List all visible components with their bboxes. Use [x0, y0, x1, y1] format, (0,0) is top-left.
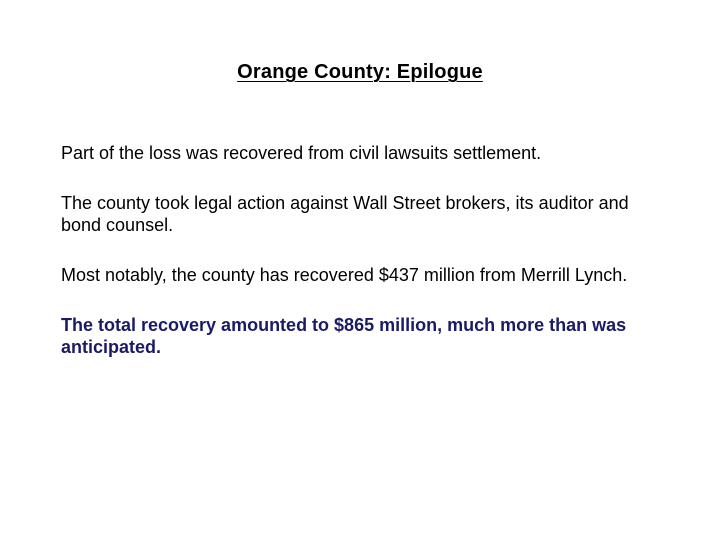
slide-title: Orange County: Epilogue: [237, 61, 483, 83]
slide-body: [61, 142, 671, 386]
paragraph-total-recovery: The total recovery amounted to $865 million, much more than was anticipated.: [61, 315, 627, 357]
paragraph-merrill-lynch: Most notably, the county has recovered $437 million from Merrill Lynch.: [61, 265, 628, 285]
paragraph-legal-action: The county took legal action against Wall Street brokers, its auditor and bond counsel.: [61, 193, 629, 235]
paragraph-loss-recovered: Part of the loss was recovered from civil lawsuits settlement.: [61, 143, 542, 163]
